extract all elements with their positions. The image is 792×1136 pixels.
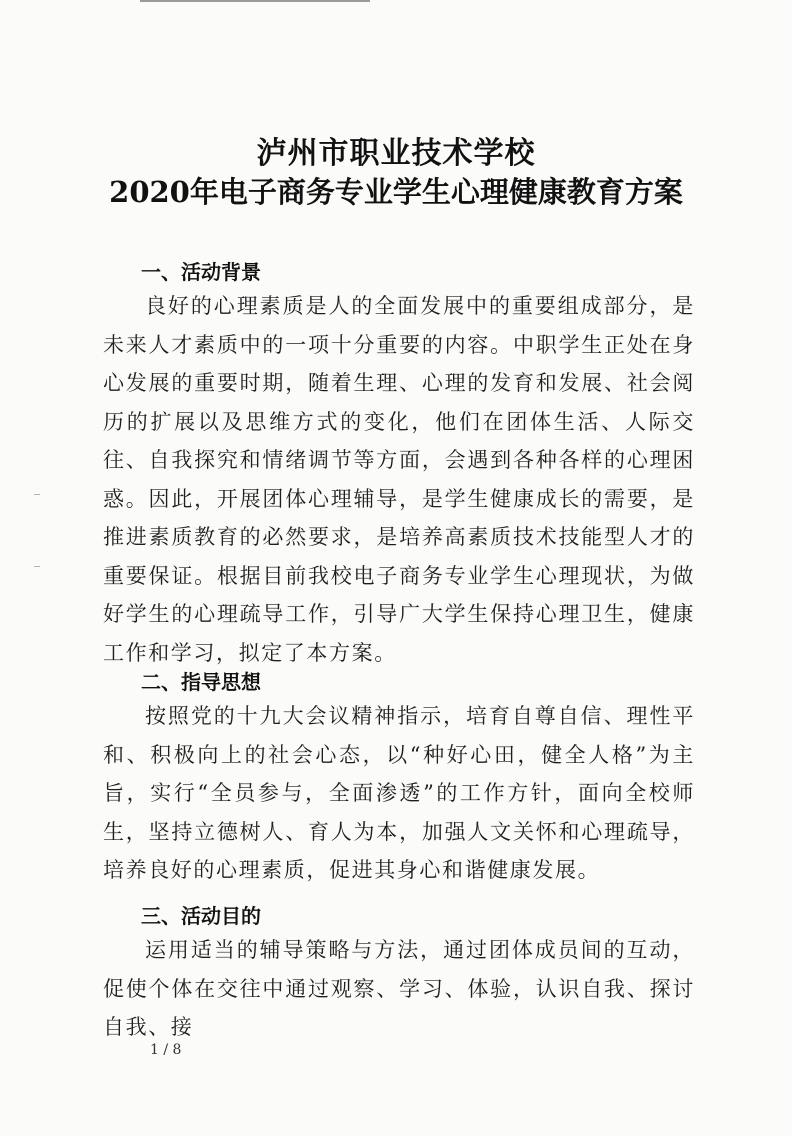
- document-title-line-1: 泸州市职业技术学校: [256, 136, 536, 171]
- section-heading-purpose: 三、活动目的: [141, 904, 261, 928]
- section-heading-background: 一、活动背景: [141, 260, 261, 284]
- section-paragraph-purpose: 运用适当的辅导策略与方法，通过团体成员间的互动，促使个体在交往中通过观察、学习、体验，认识自我、探讨自我、接: [103, 938, 695, 1039]
- scan-artifact: [34, 566, 40, 567]
- section-heading-guiding-ideology: 二、指导思想: [141, 670, 261, 694]
- scan-edge-mark: [140, 0, 370, 2]
- section-paragraph-background: 良好的心理素质是人的全面发展中的重要组成部分，是未来人才素质中的一项十分重要的内容。中职学生正处在身心发展的重要时期，随着生理、心理的发育和发展、社会阅历的扩展以及思维方式的变化，他们在团体生活、人际交往、自我探究和情绪调节等方面，会遇到各种各样的心理困惑。因此，开展团体心理辅导，是学生健康成长的需要，是推进素质教育的必然要求，是培养高素质技术技能型人才的重要保证。根据目前我校电子商务专业学生心理现状，为做好学生的心理疏导工作，引导广大学生保持心理卫生，健康工作和学习，拟定了本方案。: [103, 294, 695, 665]
- page-number: 1 / 8: [150, 1042, 182, 1058]
- scan-artifact: [34, 494, 40, 495]
- document-title-line-2: 2020年电子商务专业学生心理健康教育方案: [109, 175, 683, 209]
- section-paragraph-guiding-ideology: 按照党的十九大会议精神指示，培育自尊自信、理性平和、积极向上的社会心态，以“种好心田，健全人格”为主旨，实行“全员参与，全面渗透”的工作方针，面向全校师生，坚持立德树人、育人为本，加强人文关怀和心理疏导，培养良好的心理素质，促进其身心和谐健康发展。: [103, 704, 695, 882]
